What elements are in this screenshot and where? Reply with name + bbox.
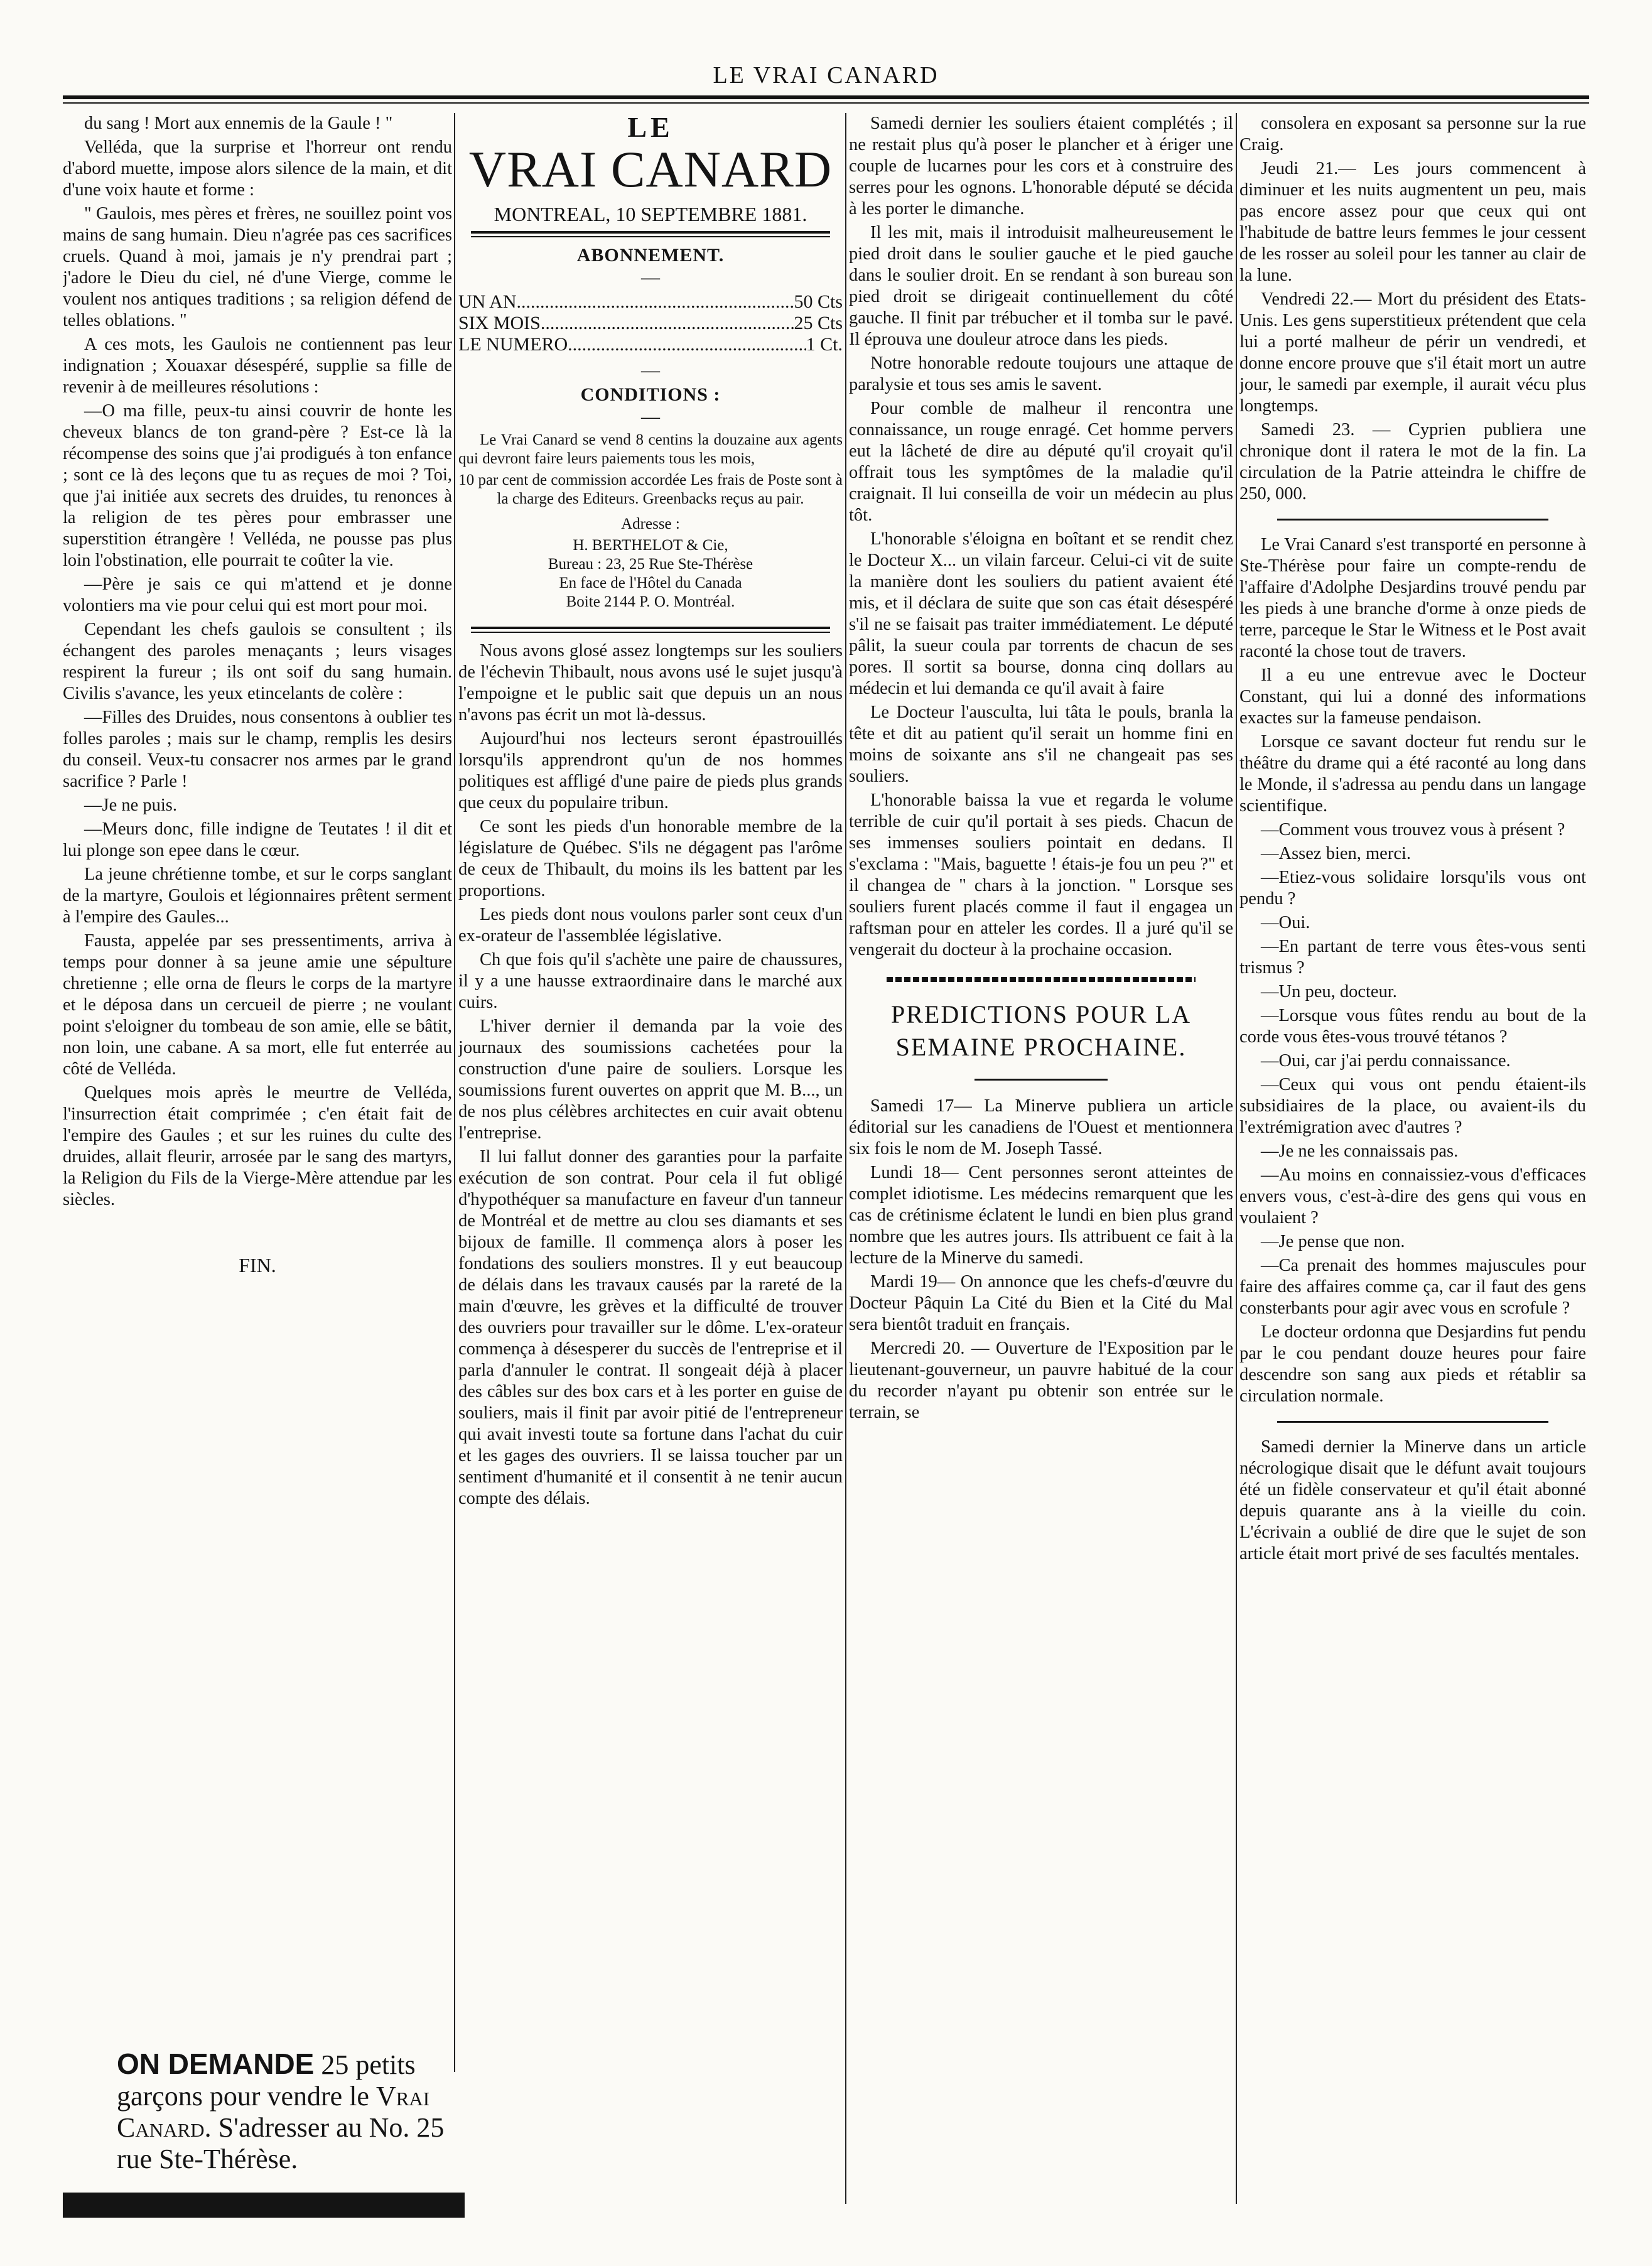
paragraph: —Oui.: [1261, 913, 1310, 932]
paragraph: Lorsque ce savant docteur fut rendu sur le théâtre du drame qui a été raconté au long dans le Monde, il s'adressa au pendu dans un langage scientifique.: [1239, 732, 1586, 816]
paragraph: Les pieds dont nous voulons parler sont ceux d'un ex-orateur de l'assemblée législative.: [458, 905, 843, 946]
column-1: [63, 113, 452, 2072]
section-rule: [1277, 519, 1548, 521]
running-head: LE VRAI CANARD: [713, 62, 939, 89]
paragraph: Vendredi 22.— Mort du président des Etats-Unis. Les gens superstitieux prétendent que cela lui a porté malheur de périr un vendredi, et donne encore prouve que s'il était mort un autre jour, le samedi par exemple, il aurait vécu plus longtemps.: [1239, 289, 1586, 416]
paragraph: Samedi dernier les souliers étaient complétés ; il ne restait plus qu'à poser le plancher et à ériger une couple de lucarnes pour les cors et à construire des serres pour les ognons. L'honorable député se décida à les porter le dimanche.: [849, 114, 1233, 219]
column-2: [458, 113, 843, 2204]
address-line: Boite 2144 P. O. Montréal.: [566, 593, 735, 610]
paragraph: Le Vrai Canard s'est transporté en personne à Ste-Thérèse pour faire un compte-rendu de l'affaire d'Adolphe Desjardins trouvé pendu par les pieds à une branche d'orme à onze pieds de terre, parceque le Star le Witness et le Post avait raconté la chose tout de travers.: [1239, 535, 1586, 661]
paragraph: —Ceux qui vous ont pendu étaient-ils subsidiaires de la place, ou avaient-ils du l'extrémigration avec d'autres ?: [1239, 1075, 1586, 1137]
paragraph: Aujourd'hui nos lecteurs seront épastrouillés lorsqu'ils apprendront qu'un de nos hommes politiques est affligé d'une paire de pieds plus grands que ceux du populaire tribun.: [458, 729, 843, 812]
paragraph: —O ma fille, peux-tu ainsi couvrir de honte les cheveux blancs de ton grand-père ? Est-ce là la récompense des soins que j'ai prodigués à ton enfance ; sont ce là des leçons que tu as reçues de moi ? Toi, que j'ai initiée aux secrets des druides, tu renonces à la religion de tes pères pour embrasser une superstition étrangère ! Velléda, ne pousse pas plus loin l'obstination, elle pourrait te coûter la vie.: [63, 401, 452, 570]
col4-pendaison-article: [1239, 534, 1586, 1407]
conditions-title: CONDITIONS :: [580, 384, 721, 405]
section-rule: [1277, 1421, 1548, 1423]
paragraph: Mercredi 20. — Ouverture de l'Exposition par le lieutenant-gouverneur, un pauvre habitué de la cour du recorder n'ayant pu obtenir son entrée sur le terrain, se: [849, 1339, 1233, 1422]
paragraph: Cependant les chefs gaulois se consultent ; ils échangent des paroles menaçants ; leurs visages respirent la fureur ; ils ont soif du sang humain. Civilis s'avance, les yeux etincelants de colère :: [63, 620, 452, 703]
address-label: Adresse :: [621, 515, 680, 532]
predictions-title: PREDICTIONS POUR LA SEMAINE PROCHAINE.: [890, 1000, 1192, 1061]
paragraph: —Filles des Druides, nous consentons à oublier tes folles paroles ; mais sur le champ, remplis les desirs du conseil. Veux-tu consacrer nos armes par le grand sacrifice ? Parle !: [63, 708, 452, 791]
paragraph: —En partant de terre vous êtes-vous senti trismus ?: [1239, 937, 1586, 978]
price-row: SIX MOIS ..... 25 Cts: [458, 313, 843, 334]
paragraph: Samedi 23. — Cyprien publiera une chronique dont il ratera le mot de la fin. La circulation de la Patrie atteindra le chiffre de 250, 000.: [1239, 420, 1586, 504]
address-line: H. BERTHELOT & Cie,: [573, 537, 728, 554]
paragraph: Samedi dernier la Minerve dans un article nécrologique disait que le défunt avait toujours été un fidèle conservateur et qu'il était abonné depuis quarante ans à la vieille du coin. L'écrivain a oublié de dire que le sujet de son article était mort privé de ses facultés mentales.: [1239, 1437, 1586, 1563]
paragraph: " Gaulois, mes pères et frères, ne souillez point vos mains de sang humain. Dieu n'agrée pas ces sacrifices cruels. Quand à moi, jamais je n'y prendrai part ; j'adore le Dieu du ciel, né d'une Vierge, comme le voulent nos antiques traditions ; sa religion défend de telles oblations. ": [63, 204, 452, 330]
paragraph: —Meurs donc, fille indigne de Teutates ! il dit et lui plonge son epee dans le cœur.: [63, 819, 452, 860]
dash: —: [641, 360, 660, 380]
paragraph: —Je pense que non.: [1261, 1232, 1405, 1251]
bottom-bar: [63, 2193, 465, 2218]
paragraph: L'hiver dernier il demanda par la voie des journaux des soumissions cachetées pour la construction d'une paire de souliers. Lorsque les soumissions furent ouvertes on apprit que M. B..., un de nos plus célèbres architectes en cuir avait obtenu l'entreprise.: [458, 1017, 843, 1143]
paragraph: du sang ! Mort aux ennemis de la Gaule ! ": [84, 114, 393, 133]
ad-headline: ON DEMANDE: [117, 2047, 315, 2080]
column-3: [849, 113, 1233, 2204]
dash: —: [641, 406, 660, 427]
section-rule: [471, 627, 830, 629]
paragraph: consolera en exposant sa personne sur la rue Craig.: [1239, 114, 1586, 154]
masthead-le: LE: [627, 113, 674, 143]
paragraph: Il lui fallut donner des garanties pour la parfaite exécution de son contrat. Pour cela il fut obligé d'hypothéquer sa manufacture en faveur d'un tanneur de Montréal et de mettre au clou ses diamants et ses bijoux de famille. Il commença alors à poser les fondations des souliers monstres. Il y eut beaucoup de délais dans les travaux causés par la rareté de la main d'œuvre, les grèves et la difficulté de trouver des ouvriers pour travailler sur le dôme. L'ex-orateur commença à désesperer du succès de l'entreprise et il parla d'annuler le contrat. Il songeait déjà à placer des câbles sur des box cars et à les porter en guise de souliers, mais il finit par avoir pitié de l'entrepreneur qui avait investi toute sa fortune dans l'achat du cuir et les gages des ouvriers. Il se laissa toucher par un sentiment d'humanité et il consentit à ne tenir aucun compte des délais.: [458, 1147, 843, 1508]
paragraph: Mardi 19— On annonce que les chefs-d'œuvre du Docteur Pâquin La Cité du Bien et la Cité du Mal sera bientôt traduit en français.: [849, 1272, 1233, 1334]
paragraph: Quelques mois après le meurtre de Velléda, l'insurrection était comprimée ; c'en était fait de l'empire des Gaules ; et sur les ruines du culte des druides, allait fleurir, arrosée par le sang des martyrs, la Religion du Fils de la Vierge-Mère attendue par les siècles.: [63, 1083, 452, 1209]
section-rule-thin: [471, 632, 830, 633]
masthead-title: VRAI CANARD: [468, 141, 833, 198]
column-4: [1239, 113, 1586, 2204]
price-list: [458, 291, 843, 355]
paragraph: Ch que fois qu'il s'achète une paire de chaussures, il y a une hausse extraordinaire dans le marché aux cuirs.: [458, 950, 843, 1012]
paragraph: —Je ne puis.: [84, 796, 178, 815]
paragraph: Le docteur ordonna que Desjardins fut pendu par le cou pendant douze heures pour faire descendre son sang aux pieds et rétablir sa circulation normale.: [1239, 1322, 1586, 1406]
col3-article: [849, 113, 1233, 961]
conditions-text-2: 10 par cent de commission accordée Les frais de Poste sont à la charge des Editeurs. Greenbacks reçus au pair.: [458, 472, 843, 507]
price-row: UN AN ..... 50 Cts: [458, 291, 843, 313]
paragraph: —Je ne les connaissais pas.: [1261, 1141, 1459, 1161]
ad-text-2: . S'adresser au No. 25 rue Ste-Thérèse.: [117, 2112, 445, 2174]
paragraph: L'honorable baissa la vue et regarda le volume terrible de cuir qu'il portait à ses pieds. Chacun de ses immenses souliers pointait en dedans. Il s'exclama : "Mais, baguette ! étais-je fou un peu ?" et il changea de " chars à la jonction. " Lorsque ses souliers furent placés comme il faut il engagea un raftsman pour en atteler les cordes. Il a juré qu'il se vengerait du docteur à la prochaine occasion.: [849, 790, 1233, 959]
paragraph: Samedi 17— La Minerve publiera un article éditorial sur les canadiens de l'Ouest et mentionnera six fois le nom de M. Joseph Tassé.: [849, 1096, 1233, 1158]
paragraph: Il a eu une entrevue avec le Docteur Constant, qui lui a donné des informations exactes sur la fameuse pendaison.: [1239, 666, 1586, 728]
ad-text-1: 25 petits garçons pour vendre le: [117, 2049, 416, 2112]
dash: —: [641, 267, 660, 288]
masthead-rule: [471, 231, 830, 234]
paragraph: Il les mit, mais il introduisit malheureusement le pied droit dans le soulier gauche et le pied gauche dans le soulier droit. En se rendant à son bureau son pied droit se dirigeait continuellement du côté gauche. Il finit par trébucher et il tomba sur le pavé. Il éprouva une douleur atroce dans les pieds.: [849, 223, 1233, 349]
paragraph: —Lorsque vous fûtes rendu au bout de la corde vous êtes-vous trouvé tétanos ?: [1239, 1006, 1586, 1047]
paragraph: —Comment vous trouvez vous à présent ?: [1261, 820, 1565, 839]
paragraph: —Ca prenait des hommes majuscules pour faire des affaires comme ça, car il faut des gens consterbants pour agir avec vous en scrofule ?: [1239, 1256, 1586, 1318]
paragraph: Pour comble de malheur il rencontra une connaissance, un rouge enragé. Cet homme pervers eut la lâcheté de dire au député qu'il croyait qu'il offrait tous les symptômes de la maladie qu'il craignait. Il lui conseilla de voir un médecin au plus tôt.: [849, 399, 1233, 525]
address-line: En face de l'Hôtel du Canada: [559, 575, 742, 591]
ad-paper-name: Vrai Canard: [117, 2081, 430, 2143]
address-block: [458, 536, 843, 612]
conditions-text-1: Le Vrai Canard se vend 8 centins la douzaine aux agents qui devront faire leurs paiements tous les mois,: [458, 431, 843, 467]
header-rule-thin: [63, 102, 1589, 104]
fin-mark: FIN.: [239, 1254, 276, 1276]
paragraph: —Etiez-vous solidaire lorsqu'ils vous ont pendu ?: [1239, 868, 1586, 909]
paragraph: L'honorable s'éloigna en boîtant et se rendit chez le Docteur X... un vilain farceur. Celui-ci vit de suite la manière dont les souliers du patient avaient été mis, et il déclara de suite que son cas était désespéré s'il ne se faisait pas traiter immédiatement. Le député pâlit, la sueur coula par torrents de chacun de ses pores. Il sortit sa bourse, donna cinq dollars au médecin et lui demanda ce qu'il avait à faire: [849, 529, 1233, 698]
column-rule-1: [454, 113, 455, 2072]
price-row: LE NUMERO ..... 1 Ct.: [458, 334, 843, 355]
paragraph: Notre honorable redoute toujours une attaque de paralysie et tous ses amis le savent.: [849, 353, 1233, 394]
paragraph: —Oui, car j'ai perdu connaissance.: [1261, 1051, 1511, 1071]
paragraph: Fausta, appelée par ses pressentiments, arriva à temps pour donner à sa jeune amie une sépulture chretienne ; elle orna de fleurs le corps de la martyre et le déposa dans un cercueil de pierre ; ne voulant point s'eloigner du tombeau de son amie, elle se bâtit, non loin, une cabane. A sa mort, elle fut enterrée au côté de Velléda.: [63, 931, 452, 1079]
predictions-list: [849, 1096, 1233, 1423]
address-line: Bureau : 23, 25 Rue Ste-Thérèse: [548, 556, 753, 573]
column-rule-3: [1236, 113, 1237, 2204]
dateline: MONTREAL, 10 SEPTEMBRE 1881.: [494, 203, 807, 225]
paragraph: Lundi 18— Cent personnes seront atteintes de complet idiotisme. Les médecins remarquent que les cas de crétinisme éclatent le lundi en bien plus grand nombre que les autres jours. Ils attribuent ce fait à la lecture de la Minerve du samedi.: [849, 1163, 1233, 1268]
paragraph: —Un peu, docteur.: [1261, 982, 1397, 1001]
paragraph: —Père je sais ce qui m'attend et je donne volontiers ma vie pour celui qui est mort pour moi.: [63, 575, 452, 615]
short-rule: [974, 1079, 1108, 1081]
col1-article: [63, 113, 452, 1211]
paragraph: —Assez bien, merci.: [1261, 844, 1412, 863]
header-rule: [63, 95, 1589, 99]
column-rule-2: [845, 113, 846, 2204]
paragraph: Ce sont les pieds d'un honorable membre de la législature de Québec. S'ils ne dégagent pas l'arôme de ceux de Thibault, du moins ils les battent par les proportions.: [458, 817, 843, 900]
paragraph: La jeune chrétienne tombe, et sur le corps sanglant de la martyre, Goulois et légionnaires prêtent serment à l'empire des Gaules...: [63, 865, 452, 927]
abonnement-title: ABONNEMENT.: [576, 245, 725, 266]
paragraph: Le Docteur l'ausculta, lui tâta le pouls, branla la tête et dit au patient qu'il serait un homme fini en moins de soixante ans s'il ne changeait pas ses souliers.: [849, 703, 1233, 786]
paragraph: Velléda, que la surprise et l'horreur ont rendu d'abord muette, impose alors silence de la main, et dit d'une voix haute et forme :: [63, 138, 452, 200]
col4-minerve-article: [1239, 1437, 1586, 1565]
ornament-rule: [887, 977, 1196, 982]
col2-article: [458, 640, 843, 1509]
paragraph: Nous avons glosé assez longtemps sur les souliers de l'échevin Thibault, nous avons usé le sujet jusqu'à l'empoigne et le public sait que depuis un an nous n'avons pas écrit un mot là-dessus.: [458, 641, 843, 725]
paragraph: —Au moins en connaissiez-vous d'efficaces envers vous, c'est-à-dire des gens qui vous en voulaient ?: [1239, 1165, 1586, 1227]
paragraph: Jeudi 21.— Les jours commencent à diminuer et les nuits augmentent un peu, mais pas encore assez pour que ceux qui ont l'habitude de battre leurs femmes le jour cessent de les rosser au soleil pour les tanner au clair de la lune.: [1239, 159, 1586, 285]
paragraph: A ces mots, les Gaulois ne contiennent pas leur indignation ; Xouaxar désespéré, supplie sa fille de revenir à de meilleures résolutions :: [63, 335, 452, 397]
masthead-rule-thin: [471, 236, 830, 237]
advertisement: [117, 2048, 456, 2175]
col4-predictions-cont: [1239, 113, 1586, 505]
